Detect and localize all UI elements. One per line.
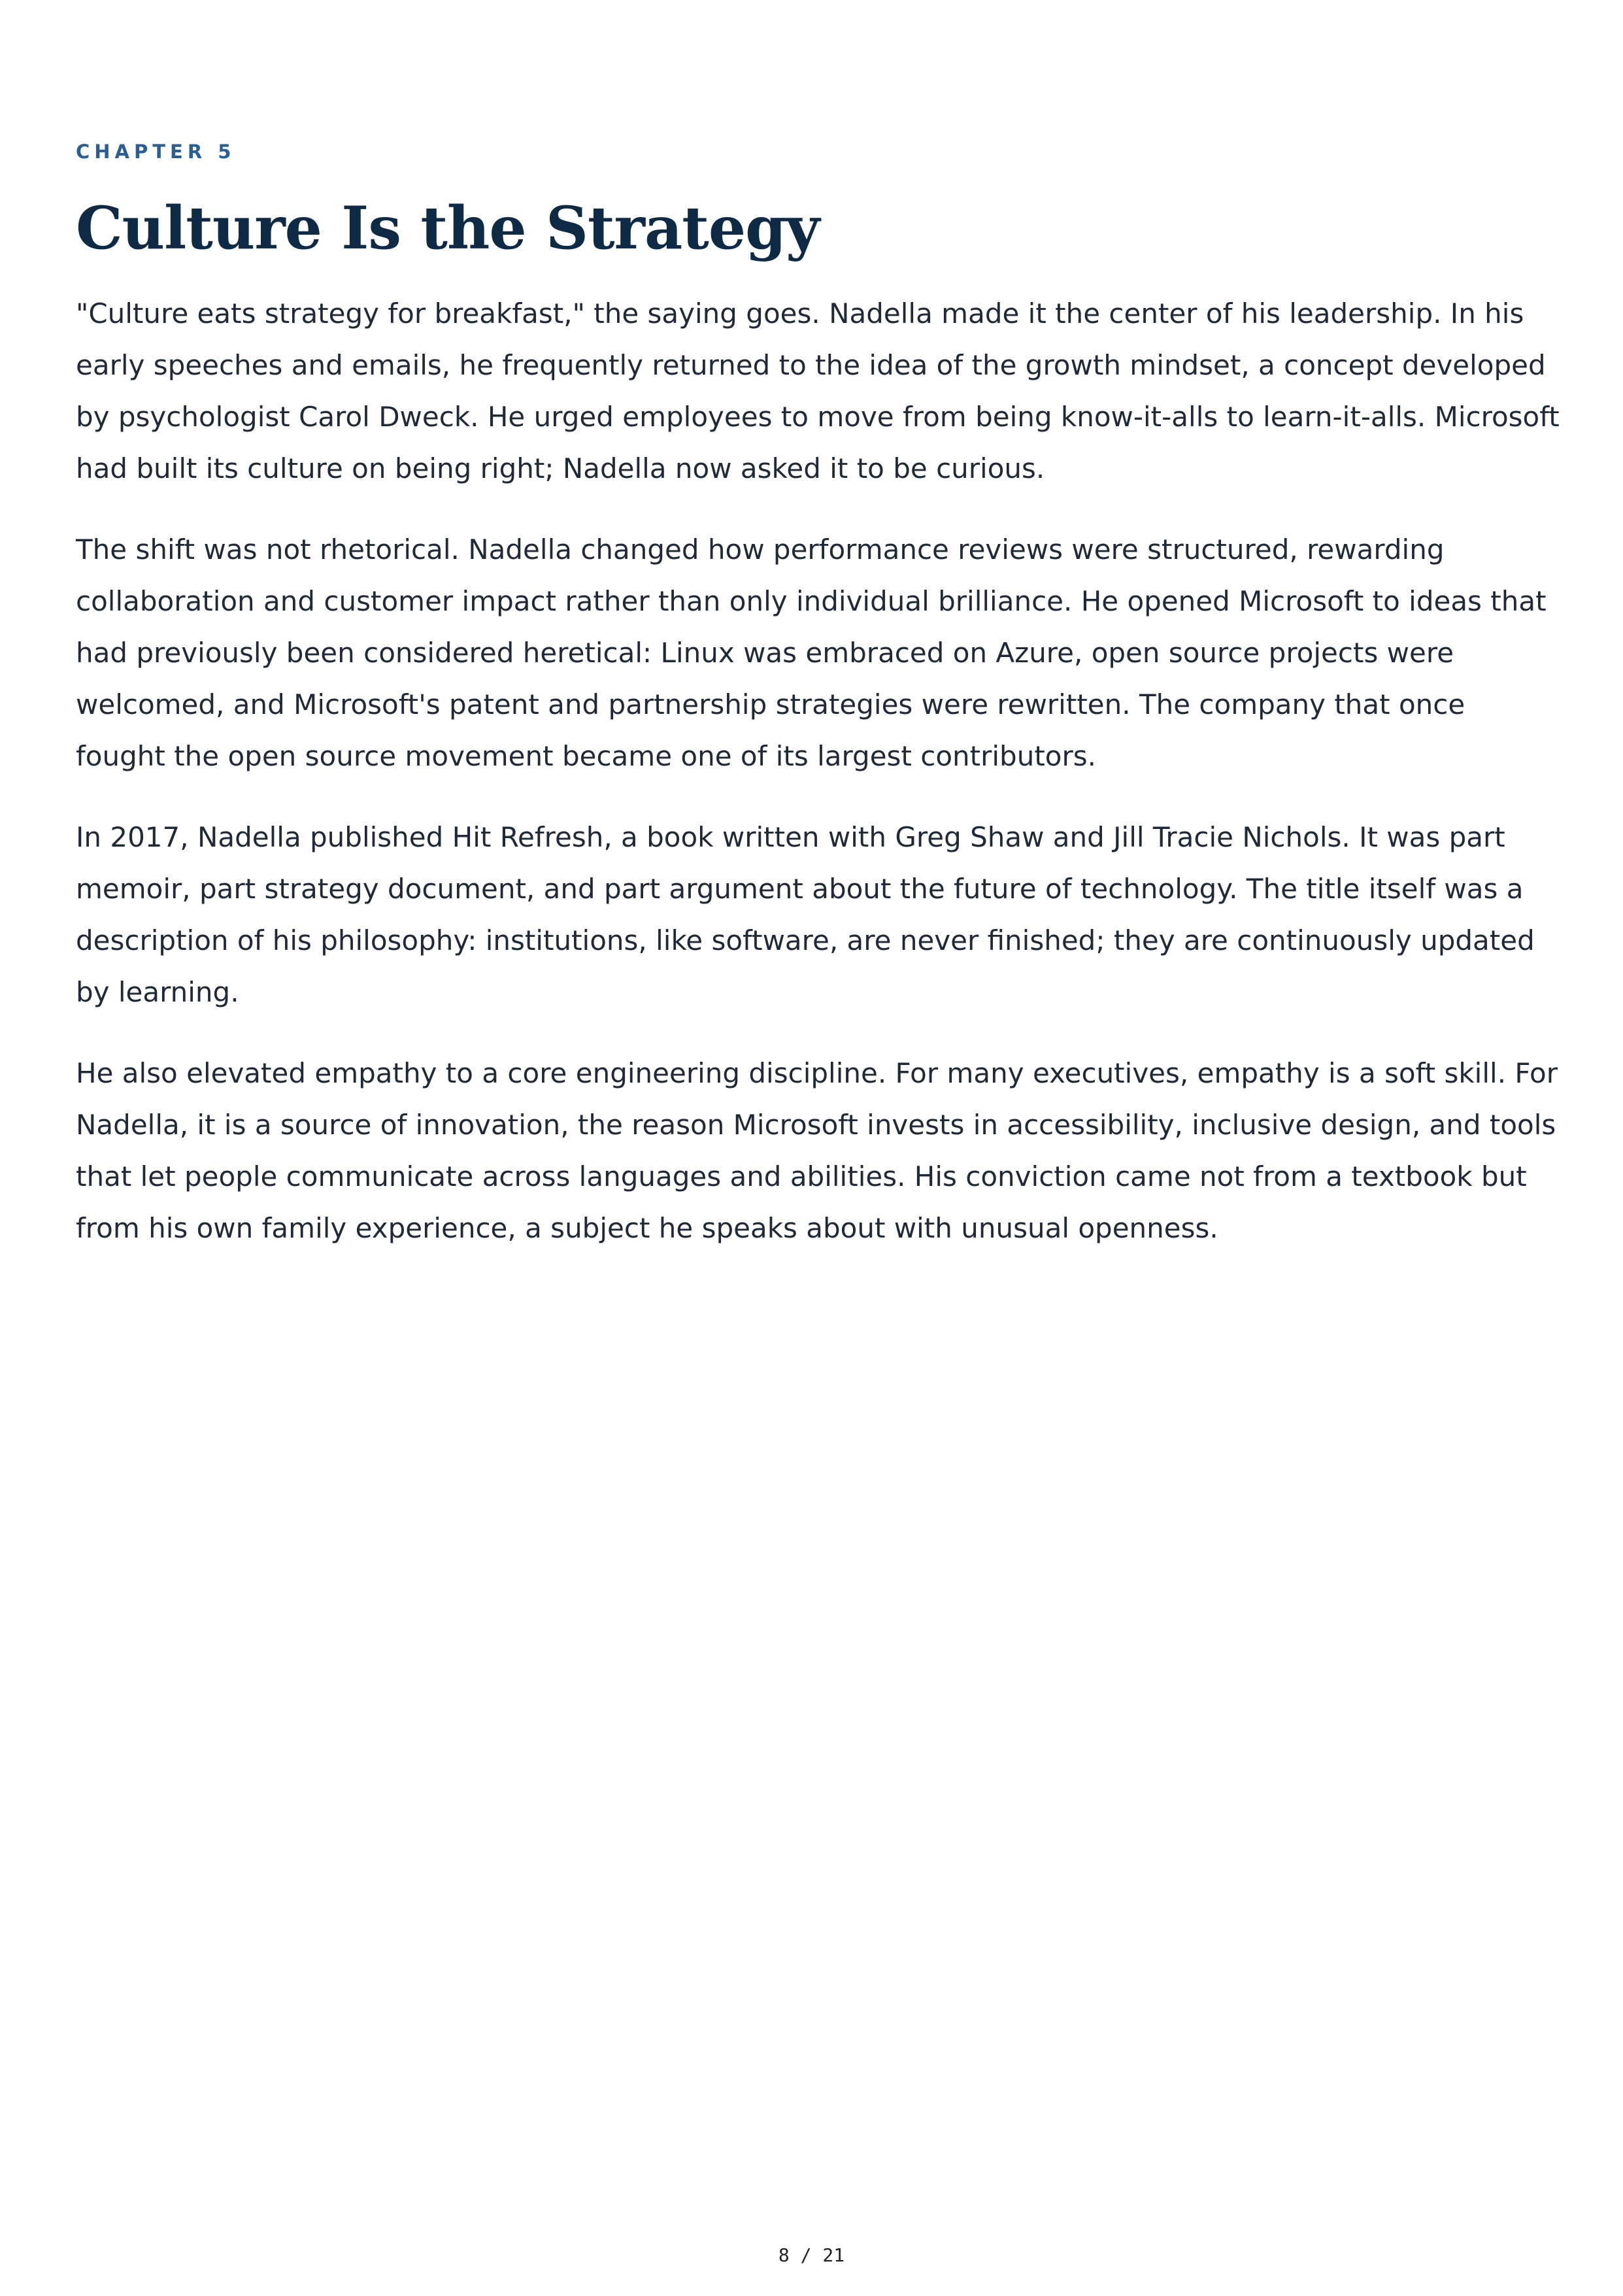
paragraph-1: "Culture eats strategy for breakfast," the saying goes. Nadella made it the center of his leadership. In his early speeches and emails, he frequently returned to the idea of the growth mindset, a concept developed by psychologist Carol Dweck. He urged employees to move from being know-it-alls to learn-it-alls. Microsoft had built its culture on being right; Nadella now asked it to be curious. xyxy=(76,297,1560,484)
page-number: 8 / 21 xyxy=(778,2244,845,2266)
paragraph-3: In 2017, Nadella published Hit Refresh, a book written with Greg Shaw and Jill Tracie Nichols. It was part memoir, part strategy document, and part argument about the future of technology. The title itself was a description of his philosophy: institutions, like software, are never finished; they are continuously updated by learning. xyxy=(76,821,1535,1008)
chapter-body xyxy=(76,288,1560,1254)
chapter-title: Culture Is the Strategy xyxy=(76,194,820,263)
paragraph-2: The shift was not rhetorical. Nadella changed how performance reviews were structured, rewarding collaboration and customer impact rather than only individual brilliance. He opened Microsoft to ideas that had previously been considered heretical: Linux was embraced on Azure, open source projects were welcomed, and Microsoft's patent and partnership strategies were rewritten. The company that once fought the open source movement became one of its largest contributors. xyxy=(76,533,1547,772)
chapter-label: CHAPTER 5 xyxy=(76,141,236,163)
chapter-content xyxy=(76,139,1560,1283)
paragraph-4: He also elevated empathy to a core engineering discipline. For many executives, empathy is a soft skill. For Nadella, it is a source of innovation, the reason Microsoft invests in accessibility, inclusive design, and tools that let people communicate across languages and abilities. His conviction came not from a textbook but from his own family experience, a subject he speaks about with unusual openness. xyxy=(76,1057,1558,1244)
